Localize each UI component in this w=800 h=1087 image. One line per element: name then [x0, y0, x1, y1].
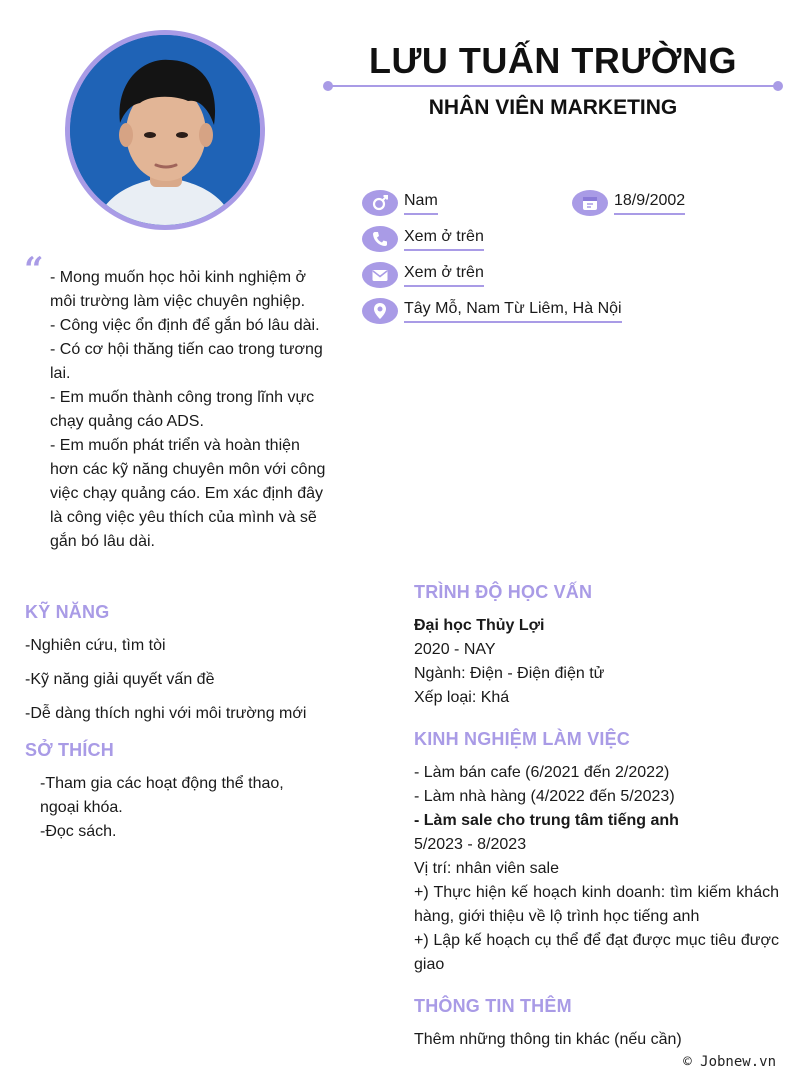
- calendar-icon: [572, 190, 608, 216]
- additional-text: Thêm những thông tin khác (nếu cần): [414, 1031, 682, 1048]
- job-period: 5/2023 - 8/2023: [414, 836, 527, 853]
- skill-item: -Kỹ năng giải quyết vấn đề: [25, 671, 215, 688]
- skills-heading: KỸ NĂNG: [25, 602, 110, 622]
- objective-line: - Công việc ổn định để gắn bó lâu dài.: [50, 317, 320, 334]
- location-icon: [362, 298, 398, 324]
- education-period: 2020 - NAY: [414, 641, 496, 658]
- objective-line: - Có cơ hội thăng tiến cao trong tương lai.: [50, 341, 323, 382]
- gender-row: [362, 190, 438, 216]
- birthday-row: [572, 190, 685, 216]
- phone-icon: [362, 226, 398, 252]
- email-value: Xem ở trên: [404, 264, 484, 287]
- education-details: [414, 614, 779, 710]
- experience-details: [414, 761, 779, 977]
- phone-value: Xem ở trên: [404, 228, 484, 251]
- objective-line: - Em muốn thành công trong lĩnh vực chạy quảng cáo ADS.: [50, 389, 315, 430]
- experience-heading: KINH NGHIỆM LÀM VIỆC: [414, 729, 631, 749]
- objective-line: - Em muốn phát triển và hoàn thiện hơn các kỹ năng chuyên môn với công việc chạy quảng cáo. Em xác định đây là công việc yêu thích của mình và sẽ gắn bó lâu dài.: [50, 437, 326, 550]
- school-name: Đại học Thủy Lợi: [414, 617, 545, 634]
- hobby-item: -Đọc sách.: [40, 823, 117, 840]
- hobbies-heading: SỞ THÍCH: [25, 740, 114, 760]
- email-row: [362, 262, 484, 288]
- job-duty: +) Thực hiện kế hoạch kinh doanh: tìm kiếm khách hàng, giới thiệu về lộ trình học tiếng anh: [414, 884, 779, 925]
- job-duty: +) Lập kế hoạch cụ thể để đạt được mục tiêu được giao: [414, 932, 779, 973]
- education-major: Ngành: Điện - Điện điện tử: [414, 665, 605, 682]
- hobby-item: -Tham gia các hoạt động thể thao, ngoại khóa.: [40, 775, 284, 816]
- divider-dot-right: [773, 81, 783, 91]
- email-icon: [362, 262, 398, 288]
- job-position: Vị trí: nhân viên sale: [414, 860, 559, 877]
- job-item: - Làm nhà hàng (4/2022 đến 5/2023): [414, 788, 675, 805]
- address-row: [362, 298, 622, 324]
- avatar: [65, 30, 265, 230]
- gender-icon: [362, 190, 398, 216]
- skills-list: [25, 634, 345, 736]
- copyright-footer: © Jobnew.vn: [683, 1054, 776, 1070]
- profile-photo: [70, 35, 260, 225]
- hobbies-list: [40, 772, 320, 844]
- quote-icon: “: [24, 250, 44, 290]
- skill-item: -Dễ dàng thích nghi với môi trường mới: [25, 705, 307, 722]
- gender-value: Nam: [404, 192, 438, 215]
- address-value: Tây Mỗ, Nam Từ Liêm, Hà Nội: [404, 300, 622, 323]
- candidate-name: LƯU TUẤN TRƯỜNG: [369, 40, 737, 81]
- name-divider: [330, 85, 778, 87]
- additional-heading: THÔNG TIN THÊM: [414, 996, 572, 1016]
- job-title: NHÂN VIÊN MARKETING: [428, 96, 678, 119]
- skill-item: -Nghiên cứu, tìm tòi: [25, 637, 166, 654]
- job-item: - Làm bán cafe (6/2021 đến 2/2022): [414, 764, 670, 781]
- objective-line: - Mong muốn học hỏi kinh nghiệm ở môi trường làm việc chuyên nghiệp.: [50, 269, 306, 310]
- job-title-item: - Làm sale cho trung tâm tiếng anh: [414, 812, 679, 829]
- career-objective: [50, 266, 326, 554]
- education-heading: TRÌNH ĐỘ HỌC VẤN: [414, 582, 593, 602]
- birthday-value: 18/9/2002: [614, 192, 685, 215]
- education-grade: Xếp loại: Khá: [414, 689, 510, 706]
- phone-row: [362, 226, 484, 252]
